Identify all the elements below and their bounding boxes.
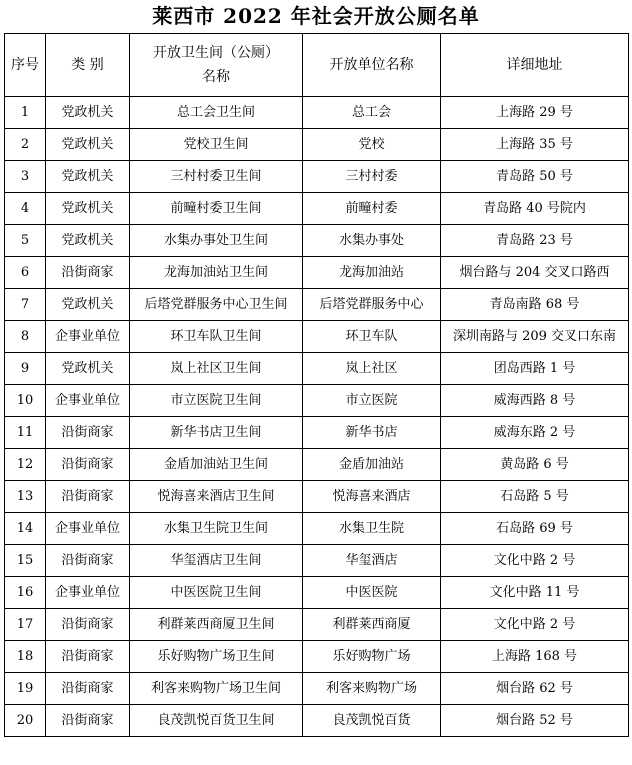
cell-index: 18 [5,641,46,673]
cell-category: 沿街商家 [46,705,130,737]
cell-toilet-name: 市立医院卫生间 [130,385,303,417]
cell-unit-name: 新华书店 [303,417,441,449]
header-toilet-name [130,34,303,97]
table-row [5,225,629,257]
cell-index: 14 [5,513,46,545]
cell-toilet-name: 水集卫生院卫生间 [130,513,303,545]
cell-toilet-name: 乐好购物广场卫生间 [130,641,303,673]
cell-index: 19 [5,673,46,705]
cell-address: 青岛南路 68 号 [441,289,629,321]
cell-toilet-name: 龙海加油站卫生间 [130,257,303,289]
cell-index: 8 [5,321,46,353]
cell-address: 上海路 168 号 [441,641,629,673]
cell-toilet-name: 三村村委卫生间 [130,161,303,193]
cell-category: 企事业单位 [46,385,130,417]
cell-unit-name: 龙海加油站 [303,257,441,289]
table-header [5,34,629,97]
header-index: 序号 [5,34,46,97]
cell-toilet-name: 后塔党群服务中心卫生间 [130,289,303,321]
cell-index: 15 [5,545,46,577]
cell-unit-name: 乐好购物广场 [303,641,441,673]
cell-category: 沿街商家 [46,449,130,481]
cell-toilet-name: 党校卫生间 [130,129,303,161]
toilet-roster-table [4,33,629,737]
cell-address: 青岛路 23 号 [441,225,629,257]
cell-category: 沿街商家 [46,257,130,289]
cell-category: 党政机关 [46,289,130,321]
cell-unit-name: 水集卫生院 [303,513,441,545]
header-toilet-name-line2: 名称 [202,69,230,85]
cell-toilet-name: 环卫车队卫生间 [130,321,303,353]
cell-address: 文化中路 2 号 [441,609,629,641]
cell-unit-name: 水集办事处 [303,225,441,257]
table-row [5,481,629,513]
cell-toilet-name: 中医医院卫生间 [130,577,303,609]
cell-unit-name: 三村村委 [303,161,441,193]
cell-category: 企事业单位 [46,321,130,353]
cell-address: 威海东路 2 号 [441,417,629,449]
cell-address: 青岛路 50 号 [441,161,629,193]
cell-address: 黄岛路 6 号 [441,449,629,481]
cell-index: 9 [5,353,46,385]
cell-address: 深圳南路与 209 交叉口东南 [441,321,629,353]
table-row [5,577,629,609]
cell-index: 20 [5,705,46,737]
cell-toilet-name: 金盾加油站卫生间 [130,449,303,481]
cell-unit-name: 市立医院 [303,385,441,417]
cell-index: 5 [5,225,46,257]
cell-index: 16 [5,577,46,609]
cell-category: 企事业单位 [46,513,130,545]
cell-unit-name: 环卫车队 [303,321,441,353]
cell-category: 党政机关 [46,353,130,385]
cell-index: 6 [5,257,46,289]
cell-address: 石岛路 5 号 [441,481,629,513]
cell-toilet-name: 总工会卫生间 [130,97,303,129]
cell-index: 3 [5,161,46,193]
table-row [5,257,629,289]
cell-category: 党政机关 [46,97,130,129]
table-row [5,609,629,641]
cell-address: 青岛路 40 号院内 [441,193,629,225]
cell-unit-name: 党校 [303,129,441,161]
table-row [5,289,629,321]
cell-address: 文化中路 2 号 [441,545,629,577]
table-row [5,193,629,225]
cell-toilet-name: 前疃村委卫生间 [130,193,303,225]
cell-unit-name: 前疃村委 [303,193,441,225]
cell-address: 文化中路 11 号 [441,577,629,609]
cell-category: 沿街商家 [46,481,130,513]
cell-index: 1 [5,97,46,129]
table-row [5,641,629,673]
cell-index: 4 [5,193,46,225]
header-toilet-name-line1: 开放卫生间（公厕） [153,45,279,61]
cell-index: 13 [5,481,46,513]
cell-address: 团岛西路 1 号 [441,353,629,385]
cell-address: 烟台路 62 号 [441,673,629,705]
header-unit: 开放单位名称 [303,34,441,97]
cell-address: 烟台路 52 号 [441,705,629,737]
cell-index: 7 [5,289,46,321]
cell-toilet-name: 水集办事处卫生间 [130,225,303,257]
cell-category: 企事业单位 [46,577,130,609]
cell-index: 12 [5,449,46,481]
cell-category: 党政机关 [46,193,130,225]
table-row [5,545,629,577]
cell-unit-name: 岚上社区 [303,353,441,385]
table-row [5,97,629,129]
table-row [5,673,629,705]
cell-category: 党政机关 [46,161,130,193]
cell-toilet-name: 岚上社区卫生间 [130,353,303,385]
table-row [5,705,629,737]
cell-unit-name: 总工会 [303,97,441,129]
table-row [5,513,629,545]
cell-unit-name: 悦海喜来酒店 [303,481,441,513]
cell-index: 10 [5,385,46,417]
cell-category: 沿街商家 [46,417,130,449]
table-row [5,321,629,353]
cell-unit-name: 华玺酒店 [303,545,441,577]
table-row [5,129,629,161]
table-row [5,385,629,417]
cell-unit-name: 利客来购物广场 [303,673,441,705]
cell-category: 党政机关 [46,129,130,161]
cell-toilet-name: 利群莱西商厦卫生间 [130,609,303,641]
header-address: 详细地址 [441,34,629,97]
header-category: 类 别 [46,34,130,97]
cell-toilet-name: 悦海喜来酒店卫生间 [130,481,303,513]
cell-address: 石岛路 69 号 [441,513,629,545]
cell-address: 上海路 29 号 [441,97,629,129]
cell-toilet-name: 利客来购物广场卫生间 [130,673,303,705]
cell-category: 沿街商家 [46,673,130,705]
cell-unit-name: 金盾加油站 [303,449,441,481]
header-row [5,34,629,97]
cell-index: 11 [5,417,46,449]
cell-category: 党政机关 [46,225,130,257]
cell-toilet-name: 华玺酒店卫生间 [130,545,303,577]
cell-address: 上海路 35 号 [441,129,629,161]
cell-address: 威海西路 8 号 [441,385,629,417]
table-row [5,161,629,193]
cell-unit-name: 良茂凯悦百货 [303,705,441,737]
cell-category: 沿街商家 [46,545,130,577]
table-row [5,353,629,385]
cell-index: 17 [5,609,46,641]
cell-category: 沿街商家 [46,609,130,641]
cell-index: 2 [5,129,46,161]
cell-category: 沿街商家 [46,641,130,673]
cell-unit-name: 中医医院 [303,577,441,609]
cell-toilet-name: 新华书店卫生间 [130,417,303,449]
table-row [5,449,629,481]
document-title: 莱西市 2022 年社会开放公厕名单 [152,4,480,28]
table-body [5,97,629,737]
cell-unit-name: 后塔党群服务中心 [303,289,441,321]
cell-toilet-name: 良茂凯悦百货卫生间 [130,705,303,737]
cell-unit-name: 利群莱西商厦 [303,609,441,641]
cell-address: 烟台路与 204 交叉口路西 [441,257,629,289]
table-row [5,417,629,449]
